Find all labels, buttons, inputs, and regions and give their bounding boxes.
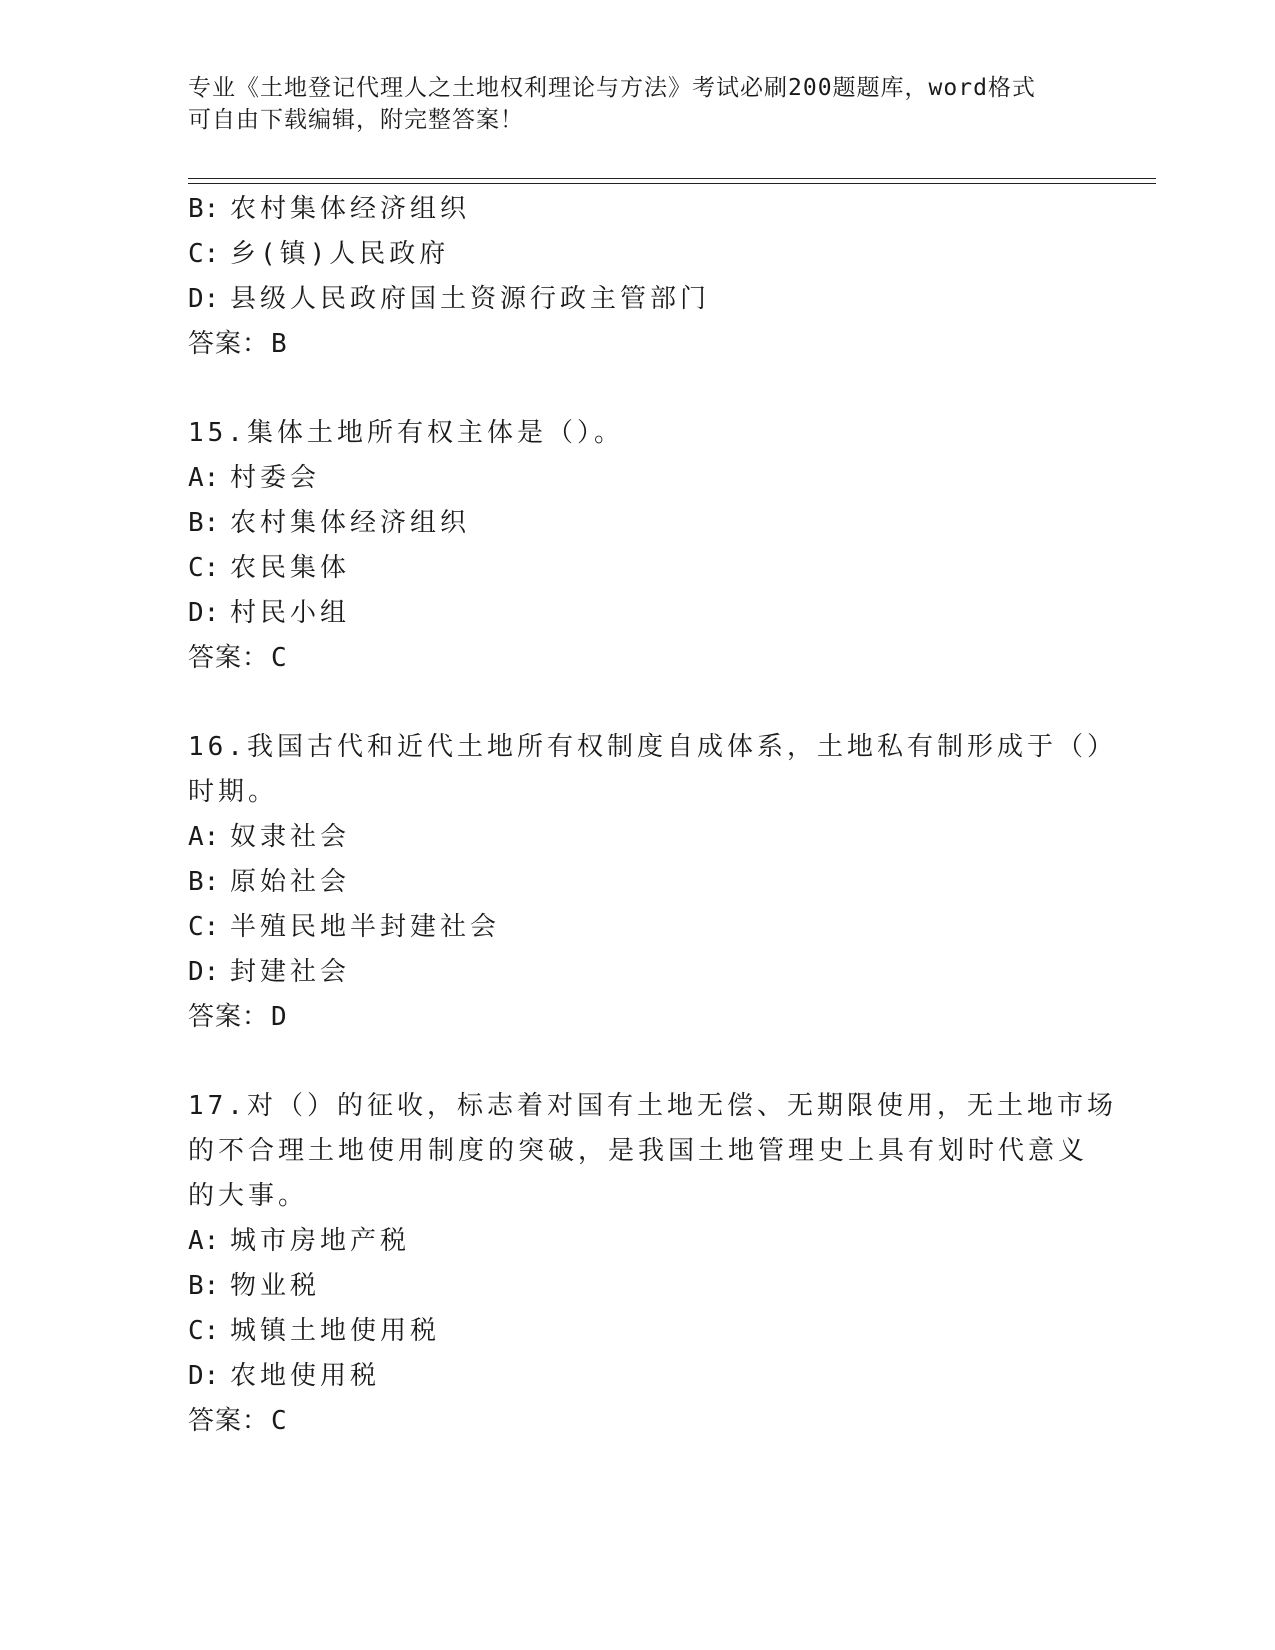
option-d bbox=[188, 596, 350, 630]
option-c bbox=[188, 237, 449, 271]
option-key: A: bbox=[188, 1226, 220, 1256]
option-text: 农地使用税 bbox=[230, 1361, 381, 1391]
answer-value: C bbox=[271, 643, 288, 673]
option-text: 物业税 bbox=[230, 1271, 321, 1301]
option-key: C: bbox=[188, 1316, 220, 1346]
header-line-1: 专业《土地登记代理人之土地权利理论与方法》考试必刷200题题库，word格式 bbox=[188, 75, 1036, 101]
option-c bbox=[188, 910, 500, 944]
option-text: 农村集体经济组织 bbox=[230, 508, 471, 538]
option-key: D: bbox=[188, 598, 220, 628]
option-text: 农民集体 bbox=[230, 553, 351, 583]
option-key: D: bbox=[188, 1361, 220, 1391]
answer-line bbox=[188, 1000, 288, 1034]
option-a bbox=[188, 461, 320, 495]
option-c bbox=[188, 551, 350, 585]
option-text: 乡(镇)人民政府 bbox=[230, 239, 450, 269]
option-key: C: bbox=[188, 239, 220, 269]
option-key: D: bbox=[188, 284, 220, 314]
option-text: 半殖民地半封建社会 bbox=[230, 912, 501, 942]
answer-value: D bbox=[271, 1002, 288, 1032]
option-c bbox=[188, 1314, 440, 1348]
option-d bbox=[188, 1359, 380, 1393]
option-text: 村民小组 bbox=[230, 598, 351, 628]
option-key: C: bbox=[188, 912, 220, 942]
option-key: A: bbox=[188, 822, 220, 852]
option-key: B: bbox=[188, 508, 220, 538]
answer-line bbox=[188, 641, 288, 675]
option-key: B: bbox=[188, 1271, 220, 1301]
option-text: 原始社会 bbox=[230, 867, 351, 897]
option-b bbox=[188, 506, 470, 540]
answer-label: 答案： bbox=[188, 1406, 270, 1436]
answer-label: 答案： bbox=[188, 329, 270, 359]
header-line-2: 可自由下载编辑，附完整答案！ bbox=[188, 107, 524, 133]
option-text: 城市房地产税 bbox=[230, 1226, 411, 1256]
answer-value: B bbox=[271, 329, 288, 359]
option-b bbox=[188, 192, 470, 226]
answer-line bbox=[188, 327, 288, 361]
answer-value: C bbox=[271, 1406, 288, 1436]
option-d bbox=[188, 955, 350, 989]
option-key: B: bbox=[188, 194, 220, 224]
header-divider-bottom bbox=[188, 183, 1156, 184]
option-d bbox=[188, 282, 710, 316]
question-stem: 17.对（）的征收，标志着对国有土地无偿、无期限使用，无土地市场 bbox=[188, 1091, 1117, 1121]
answer-label: 答案： bbox=[188, 1002, 270, 1032]
question-stem: 15.集体土地所有权主体是（）。 bbox=[188, 418, 624, 448]
option-text: 城镇土地使用税 bbox=[230, 1316, 441, 1346]
option-text: 奴隶社会 bbox=[230, 822, 351, 852]
option-b bbox=[188, 1269, 320, 1303]
document-header bbox=[188, 72, 1068, 136]
question-stem-continued: 的大事。 bbox=[188, 1181, 309, 1211]
header-divider-top bbox=[188, 178, 1156, 179]
option-key: C: bbox=[188, 553, 220, 583]
answer-line bbox=[188, 1404, 288, 1438]
option-a bbox=[188, 820, 350, 854]
option-key: B: bbox=[188, 867, 220, 897]
option-b bbox=[188, 865, 350, 899]
question-stem: 16.我国古代和近代土地所有权制度自成体系，土地私有制形成于（） bbox=[188, 732, 1117, 762]
answer-label: 答案： bbox=[188, 643, 270, 673]
option-text: 县级人民政府国土资源行政主管部门 bbox=[230, 284, 711, 314]
option-a bbox=[188, 1224, 410, 1258]
option-key: D: bbox=[188, 957, 220, 987]
option-text: 农村集体经济组织 bbox=[230, 194, 471, 224]
option-text: 封建社会 bbox=[230, 957, 351, 987]
question-stem-continued: 时期。 bbox=[188, 777, 279, 807]
option-key: A: bbox=[188, 463, 220, 493]
option-text: 村委会 bbox=[230, 463, 321, 493]
question-stem-continued: 的不合理土地使用制度的突破，是我国土地管理史上具有划时代意义 bbox=[188, 1136, 1089, 1166]
